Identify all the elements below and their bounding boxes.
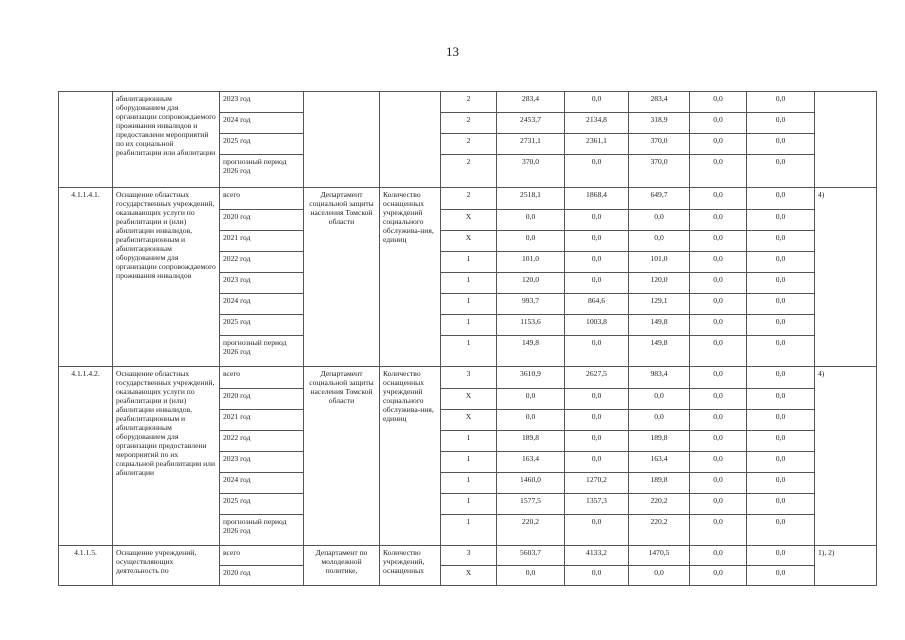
other-cell: 0,0	[747, 252, 815, 273]
other-cell: 0,0	[747, 410, 815, 431]
period-cell: всего	[220, 367, 304, 389]
indicator-value-cell: 1	[441, 473, 497, 494]
period-cell: 2020 год	[220, 566, 304, 586]
indicator-cell	[380, 92, 441, 188]
code-cell: 4.1.1.5.	[59, 546, 113, 586]
federal-cell: 0,0	[565, 252, 629, 273]
total-cell: 993,7	[497, 294, 565, 315]
federal-cell: 0,0	[565, 336, 629, 367]
indicator-value-cell: 2	[441, 188, 497, 210]
local-cell: 0,0	[690, 188, 747, 210]
total-cell: 149,8	[497, 336, 565, 367]
other-cell: 0,0	[747, 336, 815, 367]
federal-cell: 0,0	[565, 92, 629, 113]
regional-cell: 129,1	[629, 294, 690, 315]
indicator-value-cell: 1	[441, 336, 497, 367]
federal-cell: 1868,4	[565, 188, 629, 210]
page-number: 13	[446, 44, 459, 59]
regional-cell: 983,4	[629, 367, 690, 389]
local-cell: 0,0	[690, 155, 747, 188]
period-cell: 2023 год	[220, 92, 304, 113]
name-cell: Оснащение учреждений, осуществляющих деятельность по	[113, 546, 220, 586]
local-cell: 0,0	[690, 546, 747, 566]
period-cell: прогнозный период 2026 год	[220, 515, 304, 546]
note-cell: 4)	[815, 188, 877, 367]
local-cell: 0,0	[690, 231, 747, 252]
local-cell: 0,0	[690, 389, 747, 410]
other-cell: 0,0	[747, 315, 815, 336]
indicator-cell: Количество оснащенных учреждений социального обслужива-ния, единиц	[380, 367, 441, 546]
total-cell: 0,0	[497, 210, 565, 231]
federal-cell: 1270,2	[565, 473, 629, 494]
other-cell: 0,0	[747, 113, 815, 134]
total-cell: 220,2	[497, 515, 565, 546]
other-cell: 0,0	[747, 452, 815, 473]
indicator-value-cell: X	[441, 210, 497, 231]
period-cell: 2025 год	[220, 494, 304, 515]
name-cell: абилитационным оборудованием для организации сопровождаемого проживания инвалидов и предоставлени мероприятий по их социальной реабилитации или абилитации	[113, 92, 220, 188]
total-cell: 283,4	[497, 92, 565, 113]
other-cell: 0,0	[747, 494, 815, 515]
note-cell	[815, 92, 877, 188]
local-cell: 0,0	[690, 494, 747, 515]
other-cell: 0,0	[747, 431, 815, 452]
local-cell: 0,0	[690, 515, 747, 546]
indicator-value-cell: 3	[441, 367, 497, 389]
indicator-value-cell: 1	[441, 273, 497, 294]
regional-cell: 189,8	[629, 473, 690, 494]
table-row	[59, 367, 877, 389]
regional-cell: 149,8	[629, 315, 690, 336]
regional-cell: 1470,5	[629, 546, 690, 566]
code-cell: 4.1.1.4.2.	[59, 367, 113, 546]
local-cell: 0,0	[690, 431, 747, 452]
total-cell: 1577,5	[497, 494, 565, 515]
regional-cell: 0,0	[629, 410, 690, 431]
period-cell: 2022 год	[220, 252, 304, 273]
name-cell: Оснащение областных государственных учреждений, оказывающих услуги по реабилитации и (или) абилитации инвалидов, реабилитационным и абилитационным оборудованием для организации сопровождаемого проживания инвалидов	[113, 188, 220, 367]
period-cell: 2023 год	[220, 452, 304, 473]
federal-cell: 2361,1	[565, 134, 629, 155]
table-row	[59, 92, 877, 113]
period-cell: всего	[220, 546, 304, 566]
total-cell: 5603,7	[497, 546, 565, 566]
indicator-value-cell: 1	[441, 431, 497, 452]
total-cell: 3610,9	[497, 367, 565, 389]
indicator-value-cell: 2	[441, 113, 497, 134]
other-cell: 0,0	[747, 367, 815, 389]
local-cell: 0,0	[690, 294, 747, 315]
federal-cell: 4133,2	[565, 546, 629, 566]
regional-cell: 370,0	[629, 155, 690, 188]
federal-cell: 0,0	[565, 389, 629, 410]
total-cell: 2731,1	[497, 134, 565, 155]
indicator-value-cell: X	[441, 231, 497, 252]
other-cell: 0,0	[747, 273, 815, 294]
total-cell: 163,4	[497, 452, 565, 473]
total-cell: 189,8	[497, 431, 565, 452]
local-cell: 0,0	[690, 134, 747, 155]
indicator-value-cell: 1	[441, 252, 497, 273]
local-cell: 0,0	[690, 315, 747, 336]
executor-cell: Департамент социальной защиты населения Томской области	[304, 188, 380, 367]
indicator-value-cell: X	[441, 566, 497, 586]
period-cell: 2024 год	[220, 113, 304, 134]
regional-cell: 0,0	[629, 566, 690, 586]
period-cell: 2024 год	[220, 294, 304, 315]
total-cell: 101,0	[497, 252, 565, 273]
indicator-value-cell: X	[441, 410, 497, 431]
regional-cell: 283,4	[629, 92, 690, 113]
local-cell: 0,0	[690, 252, 747, 273]
period-cell: 2023 год	[220, 273, 304, 294]
local-cell: 0,0	[690, 410, 747, 431]
regional-cell: 220,2	[629, 494, 690, 515]
federal-cell: 0,0	[565, 452, 629, 473]
period-cell: 2025 год	[220, 315, 304, 336]
regional-cell: 120,0	[629, 273, 690, 294]
total-cell: 0,0	[497, 389, 565, 410]
local-cell: 0,0	[690, 566, 747, 586]
other-cell: 0,0	[747, 210, 815, 231]
total-cell: 1153,6	[497, 315, 565, 336]
period-cell: прогнозный период 2026 год	[220, 155, 304, 188]
period-cell: 2021 год	[220, 410, 304, 431]
total-cell: 2453,7	[497, 113, 565, 134]
regional-cell: 101,0	[629, 252, 690, 273]
indicator-value-cell: 2	[441, 92, 497, 113]
federal-cell: 1003,8	[565, 315, 629, 336]
period-cell: 2024 год	[220, 473, 304, 494]
federal-cell: 1357,3	[565, 494, 629, 515]
federal-cell: 0,0	[565, 515, 629, 546]
regional-cell: 220,2	[629, 515, 690, 546]
executor-cell	[304, 92, 380, 188]
executor-cell: Департамент социальной защиты населения Томской области	[304, 367, 380, 546]
other-cell: 0,0	[747, 473, 815, 494]
other-cell: 0,0	[747, 134, 815, 155]
total-cell: 0,0	[497, 410, 565, 431]
local-cell: 0,0	[690, 473, 747, 494]
federal-cell: 0,0	[565, 273, 629, 294]
total-cell: 120,0	[497, 273, 565, 294]
indicator-value-cell: 2	[441, 134, 497, 155]
indicator-value-cell: 1	[441, 294, 497, 315]
other-cell: 0,0	[747, 515, 815, 546]
total-cell: 0,0	[497, 566, 565, 586]
indicator-value-cell: 2	[441, 155, 497, 188]
total-cell: 1460,0	[497, 473, 565, 494]
program-table	[58, 91, 877, 586]
code-cell: 4.1.1.4.1.	[59, 188, 113, 367]
total-cell: 2518,1	[497, 188, 565, 210]
other-cell: 0,0	[747, 546, 815, 566]
federal-cell: 0,0	[565, 566, 629, 586]
regional-cell: 163,4	[629, 452, 690, 473]
other-cell: 0,0	[747, 155, 815, 188]
regional-cell: 0,0	[629, 210, 690, 231]
note-cell: 1), 2)	[815, 546, 877, 586]
federal-cell: 0,0	[565, 210, 629, 231]
other-cell: 0,0	[747, 389, 815, 410]
other-cell: 0,0	[747, 566, 815, 586]
local-cell: 0,0	[690, 452, 747, 473]
period-cell: всего	[220, 188, 304, 210]
code-cell	[59, 92, 113, 188]
period-cell: 2025 год	[220, 134, 304, 155]
executor-cell: Департамент по молодежной политике,	[304, 546, 380, 586]
other-cell: 0,0	[747, 231, 815, 252]
period-cell: 2021 год	[220, 231, 304, 252]
regional-cell: 0,0	[629, 231, 690, 252]
indicator-value-cell: 1	[441, 494, 497, 515]
regional-cell: 189,8	[629, 431, 690, 452]
total-cell: 370,0	[497, 155, 565, 188]
local-cell: 0,0	[690, 210, 747, 231]
regional-cell: 0,0	[629, 389, 690, 410]
indicator-value-cell: X	[441, 389, 497, 410]
local-cell: 0,0	[690, 92, 747, 113]
federal-cell: 0,0	[565, 155, 629, 188]
period-cell: 2022 год	[220, 431, 304, 452]
period-cell: прогнозный период 2026 год	[220, 336, 304, 367]
federal-cell: 2627,5	[565, 367, 629, 389]
local-cell: 0,0	[690, 367, 747, 389]
other-cell: 0,0	[747, 92, 815, 113]
other-cell: 0,0	[747, 188, 815, 210]
name-cell: Оснащение областных государственных учреждений, оказывающих услуги по реабилитации и (или) абилитации инвалидов, реабилитационным и абилитационным оборудованием для организации предоставлени мероприятий по их социальной реабилитации или абилитации	[113, 367, 220, 546]
regional-cell: 370,0	[629, 134, 690, 155]
local-cell: 0,0	[690, 273, 747, 294]
indicator-value-cell: 3	[441, 546, 497, 566]
indicator-cell: Количество учреждений, оснащенных	[380, 546, 441, 586]
note-cell: 4)	[815, 367, 877, 546]
other-cell: 0,0	[747, 294, 815, 315]
federal-cell: 0,0	[565, 431, 629, 452]
total-cell: 0,0	[497, 231, 565, 252]
table-row	[59, 188, 877, 210]
federal-cell: 0,0	[565, 410, 629, 431]
period-cell: 2020 год	[220, 389, 304, 410]
federal-cell: 2134,8	[565, 113, 629, 134]
regional-cell: 649,7	[629, 188, 690, 210]
local-cell: 0,0	[690, 113, 747, 134]
federal-cell: 0,0	[565, 231, 629, 252]
indicator-value-cell: 1	[441, 315, 497, 336]
regional-cell: 149,8	[629, 336, 690, 367]
regional-cell: 318,9	[629, 113, 690, 134]
indicator-value-cell: 1	[441, 515, 497, 546]
table-row	[59, 546, 877, 566]
local-cell: 0,0	[690, 336, 747, 367]
period-cell: 2020 год	[220, 210, 304, 231]
indicator-cell: Количество оснащенных учреждений социального обслужива-ния, единиц	[380, 188, 441, 367]
federal-cell: 864,6	[565, 294, 629, 315]
indicator-value-cell: 1	[441, 452, 497, 473]
